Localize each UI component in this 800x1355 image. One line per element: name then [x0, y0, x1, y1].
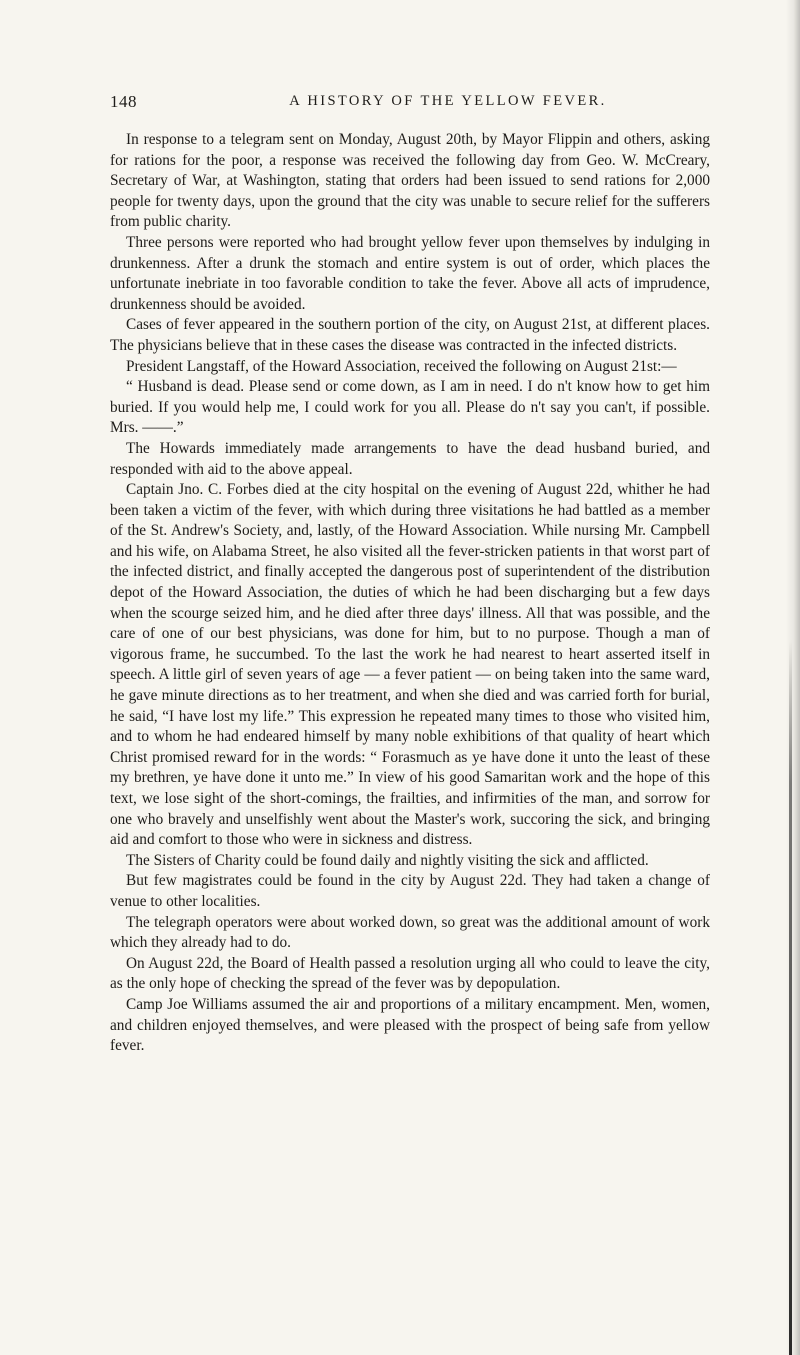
paragraph-howards-response: The Howards immediately made arrangements to have the dead husband buried, and responded with aid to the above appeal. [110, 439, 710, 478]
body-text [110, 130, 710, 1057]
paragraph-magistrates: But few magistrates could be found in the city by August 22d. They had taken a change of venue to other localities. [110, 872, 710, 910]
paragraph-langstaff: President Langstaff, of the Howard Association, received the following on August 21st:— [126, 357, 677, 375]
paragraph-widow-letter: “ Husband is dead. Please send or come down, as I am in need. I do n't know how to get him buried. If you would help me, I could work for you all. Please do n't say you can't, if possible. Mrs. ——.” [110, 378, 710, 437]
running-head [110, 92, 710, 112]
paragraph-board-of-health: On August 22d, the Board of Health passed a resolution urging all who could to leave the city, as the only hope of checking the spread of the fever was by depopulation. [110, 954, 710, 993]
paragraph-drunkenness: Three persons were reported who had brought yellow fever upon themselves by indulging in drunkenness. After a drunk the stomach and entire system is out of order, which places the unfortunate inebriate in too favorable condition to take the fever. Above all acts of imprudence, drunkenness should be avoided. [110, 233, 710, 313]
paragraph-rations-telegram: In response to a telegram sent on Monday, August 20th, by Mayor Flippin and others, asking for rations for the poor, a response was received the following day from Geo. W. McCreary, Secretary of War, at Washington, stating that orders had been issued to send rations for 2,000 people for twenty days, upon the ground that the city was unable to secure relief for the sufferers from public charity. [110, 131, 710, 231]
paragraph-camp-joe-williams: Camp Joe Williams assumed the air and proportions of a military encampment. Men, women, and children enjoyed themselves, and were pleased with the prospect of being safe from yellow fever. [110, 995, 710, 1055]
paragraph-captain-forbes: Captain Jno. C. Forbes died at the city hospital on the evening of August 22d, whither he had been taken a victim of the fever, with which during three visitations he had battled as a member of the St. Andrew's Society, and, lastly, of the Howard Association. While nursing Mr. Campbell and his wife, on Alabama Street, he also visited all the fever-stricken patients in that worst part of the infected district, and finally accepted the dangerous post of superintendent of the distribution depot of the Howard Association, the duties of which he had been discharging but a few days when the scourge seized him, and he died after three days' illness. All that was possible, and the care of one of our best physicians, was done for him, but to no purpose. Though a man of vigorous frame, he succumbed. To the last the work he had nearest to heart asserted itself in speech. A little girl of seven years of age — a fever patient — on being taken into the same ward, he gave minute directions as to her treatment, and when she died and was carried forth for burial, he said, “I have lost my life.” This expression he repeated many times to those who visited him, and to whom he had endeared himself by many noble exhibitions of that quality of heart which Christ promised reward for in the words: “ Forasmuch as ye have done it unto the least of these my brethren, ye have done it unto me.” In view of his good Samaritan work and the hope of this text, we lose sight of the short-comings, the frailties, and infirmities of the man, and sorrow for one who bravely and unselfishly went about the Master's work, succoring the sick, and bringing aid and comfort to those who were in sickness and distress. [110, 481, 710, 849]
binding-edge-line [789, 640, 792, 1355]
paragraph-telegraph-operators: The telegraph operators were about worked down, so great was the additional amount of work which they already had to do. [110, 913, 710, 952]
page-number: 148 [110, 92, 137, 111]
paragraph-southern-cases: Cases of fever appeared in the southern portion of the city, on August 21st, at different places. The physicians believe that in these cases the disease was contracted in the infected districts. [110, 316, 710, 354]
paragraph-sisters-of-charity: The Sisters of Charity could be found daily and nightly visiting the sick and afflicted. [126, 851, 649, 869]
book-title: A HISTORY OF THE YELLOW FEVER. [289, 93, 607, 109]
